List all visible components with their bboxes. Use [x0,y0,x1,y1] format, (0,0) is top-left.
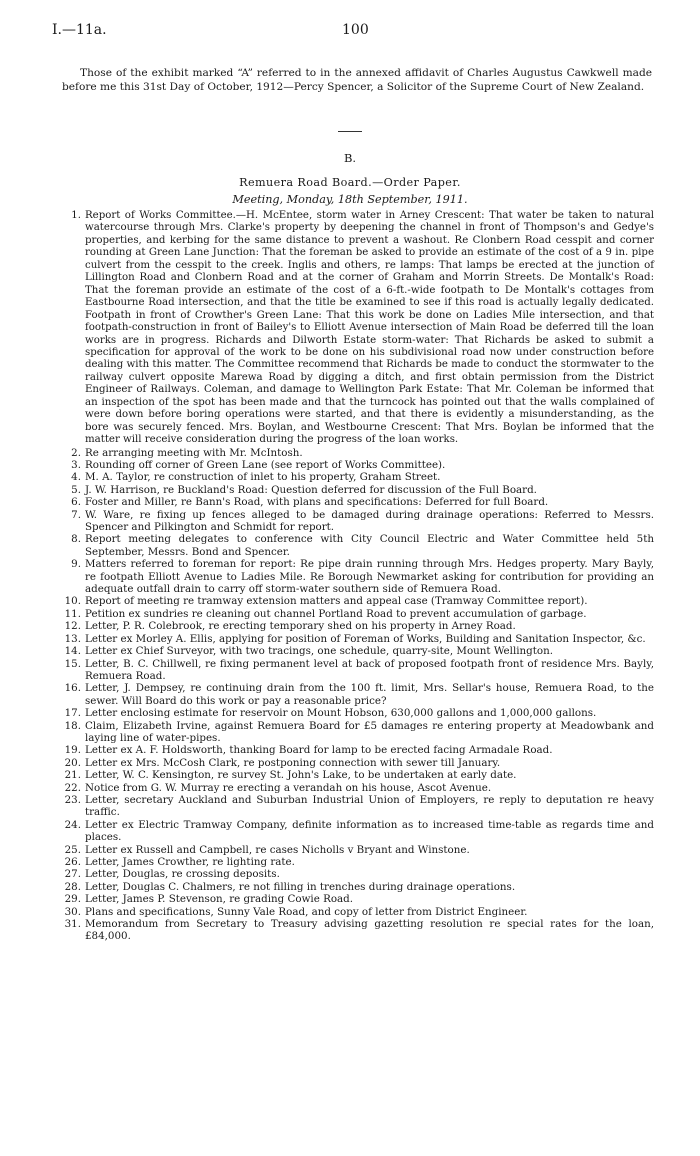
list-item [62,707,654,719]
list-item [62,757,654,769]
item-text: J. W. Harrison, re Buckland's Road: Question deferred for discussion of the Full Board. [85,483,537,496]
list-item [62,682,654,707]
page-number: 100 [342,22,369,38]
item-text: Letter, P. R. Colebrook, re erecting temporary shed on his property in Arney Road. [85,620,516,633]
list-item [62,720,654,745]
item-number: 6. [71,496,81,509]
item-number: 17. [64,707,81,720]
list-item [62,819,654,844]
list-item [62,906,654,918]
list-item [62,769,654,781]
item-text: Letter ex Electric Tramway Company, definite information as to increased time-table as regards time and places. [85,818,654,844]
item-number: 4. [71,471,81,484]
list-item [62,608,654,620]
item-text: Matters referred to foreman for report: Re pipe drain running through Mrs. Hedges property. Mary Bayly, re footpath Elliott Avenue to Ladies Mile. Re Borough Newmarket asking for contribution for providing an adequate outfall drain to carry off storm-water southern side of Remuera Road. [85,558,654,596]
document-id: I.—11a. [52,22,107,38]
item-number: 2. [71,446,81,459]
list-item [62,868,654,880]
section-label: B. [343,151,357,165]
item-text: Letter, B. C. Chillwell, re fixing permanent level at back of proposed footpath front of residence Mrs. Bayly, Remuera Road. [85,657,654,682]
item-text: Re arranging meeting with Mr. McIntosh. [85,446,303,459]
item-text: Letter, W. C. Kensington, re survey St. John's Lake, to be undertaken at early date. [85,769,517,782]
item-number: 24. [64,818,81,831]
list-item [62,893,654,905]
item-text: Letter, secretary Auckland and Suburban Industrial Union of Employers, re reply to deputation re heavy traffic. [85,793,654,819]
item-number: 18. [64,719,81,732]
item-text: Letter ex Chief Surveyor, with two tracings, one schedule, quarry-site, Mount Wellington. [85,645,553,658]
item-text: Letter ex Russell and Campbell, re cases Nicholls v Bryant and Winstone. [85,843,470,856]
item-number: 3. [71,459,81,472]
list-item [62,447,654,459]
item-number: 19. [64,744,81,757]
item-text: Foster and Miller, re Bann's Road, with plans and specifications: Deferred for full Board. [85,496,549,509]
item-text: Plans and specifications, Sunny Vale Road, and copy of letter from District Engineer. [85,905,528,918]
item-number: 16. [64,682,81,695]
item-number: 23. [64,793,81,806]
item-text: Letter ex Mrs. McCosh Clark, re postponing connection with sewer till January. [85,756,501,769]
list-item [62,595,654,607]
item-text: Letter, James Crowther, re lighting rate. [85,856,295,869]
item-number: 14. [64,645,81,658]
item-number: 12. [64,620,81,633]
intro-paragraph: Those of the exhibit marked “A” referred to in the annexed affidavit of Charles Augustus Cawkwell made before me this 31st Day of October, 1912—Percy Spencer, a Solicitor of the Supreme Court of New Zealand. [62,67,652,93]
item-number: 27. [64,868,81,881]
item-text: Letter, Douglas C. Chalmers, re not filling in trenches during drainage operations. [85,880,516,893]
order-paper-items [62,210,654,943]
item-number: 5. [71,483,81,496]
item-number: 20. [64,756,81,769]
item-number: 15. [64,657,81,670]
list-item [62,844,654,856]
item-number: 11. [64,607,81,620]
item-number: 10. [64,595,81,608]
item-text: M. A. Taylor, re construction of inlet to his property, Graham Street. [85,471,441,484]
list-item [62,496,654,508]
item-text: Memorandum from Secretary to Treasury advising gazetting resolution re special rates for the loan, £84,000. [85,918,654,943]
item-number: 31. [64,918,81,931]
item-number: 26. [64,856,81,869]
item-text: Notice from G. W. Murray re erecting a verandah on his house, Ascot Avenue. [85,781,492,794]
item-text: W. Ware, re fixing up fences alleged to be damaged during drainage operations: Referred to Messrs. Spencer and Pilkington and Schmidt for report. [85,508,654,534]
item-text: Letter, J. Dempsey, re continuing drain from the 100 ft. limit, Mrs. Sellar's house, Remuera Road, to the sewer. Will Board do this work or pay a reasonable price? [85,682,654,707]
item-number: 22. [64,781,81,794]
list-item [62,459,654,471]
list-item [62,881,654,893]
list-item [62,782,654,794]
item-text: Rounding off corner of Green Lane (see report of Works Committee). [85,459,446,472]
list-item [62,210,654,447]
item-text: Letter enclosing estimate for reservoir on Mount Hobson, 630,000 gallons and 1,000,000 gallons. [85,707,597,720]
item-number: 8. [71,533,81,546]
list-item [62,658,654,683]
meeting-line: Meeting, Monday, 18th September, 1911. [232,193,468,206]
divider [338,131,362,132]
list-item [62,794,654,819]
item-text: Letter ex A. F. Holdsworth, thanking Board for lamp to be erected facing Armadale Road. [85,744,553,757]
item-number: 25. [64,843,81,856]
item-number: 7. [71,508,81,521]
item-text: Report of Works Committee.—H. McEntee, storm water in Arney Crescent: That water be taken to natural watercourse through Mrs. Clarke's property by deepening the channel in front of Thompson's and Gedye's properties, and kerbing for the same distance to prevent a washout. Re Clonbern Road cesspit and corner rounding at Green Lane Junction: That the foreman be asked to provide an estimate of the cost of a 9 in. pipe culvert from the cesspit to the creek. Inglis and others, re lamps: That lamps be erected at the junction of Lillington Road and Clonbern Road and at the corner of Graham and Morrin Streets. De Montalk's Road: That the foreman provide an estimate of the cost of a 6-ft.-wide footpath to De Montalk's cottages from Eastbourne Road intersection, and that the title be examined to see if this road is actually legally dedicated. Footpath in front of Crowther's Green Lane: That this work be done on Ladies Mile intersection, and that footpath-construction in front of Bailey's to Elliott Avenue intersection of Main Road be deferred till the loan works are in progress. Richards and Dilworth Estate storm-water: That Richards be asked to submit a specification for approval of the work to be done on his subdivisional road now under construction before dealing with this matter. The Committee recommend that Richards be made to conduct the stormwater to the railway culvert opposite Marewa Road by digging a ditch, and first obtain permission from the District Engineer of Railways. Coleman, and damage to Wellington Park Estate: That Mr. Coleman be informed that an inspection of the spot has been made and that the turncock has pointed out that the walls complained of were down before boring operations were started, and that there is evidently a misunderstanding, as the bore was securely fenced. Mrs. Boylan, and Westbourne Crescent: That Mrs. Boylan be informed that the matter will receive consideration during the progress of the loan works. [85,210,654,446]
item-number: 21. [64,769,81,782]
item-number: 13. [64,632,81,645]
item-text: Report of meeting re tramway extension matters and appeal case (Tramway Committee report). [85,595,588,608]
item-text: Letter, Douglas, re crossing deposits. [85,868,280,881]
list-item [62,856,654,868]
list-item [62,744,654,756]
list-item [62,633,654,645]
list-item [62,484,654,496]
item-text: Report meeting delegates to conference with City Council Electric and Water Committee held 5th September, Messrs. Bond and Spencer. [85,533,654,558]
list-item [62,471,654,483]
list-item [62,918,654,943]
item-text: Claim, Elizabeth Irvine, against Remuera Board for £5 damages re entering property at Meadowbank and laying line of water-pipes. [85,719,654,744]
item-number: 1. [71,210,81,221]
page-header [52,22,652,44]
item-number: 9. [71,558,81,571]
list-item [62,558,654,595]
item-number: 29. [64,893,81,906]
item-text: Petition ex sundries re cleaning out channel Portland Road to prevent accumulation of garbage. [85,607,587,620]
item-number: 28. [64,880,81,893]
item-number: 30. [64,905,81,918]
item-text: Letter ex Morley A. Ellis, applying for position of Foreman of Works, Building and Sanitation Inspector, &c. [85,632,646,645]
list-item [62,533,654,558]
item-text: Letter, James P. Stevenson, re grading Cowie Road. [85,893,354,906]
board-title: Remuera Road Board.—Order Paper. [239,176,461,189]
list-item [62,509,654,534]
list-item [62,645,654,657]
list-item [62,620,654,632]
